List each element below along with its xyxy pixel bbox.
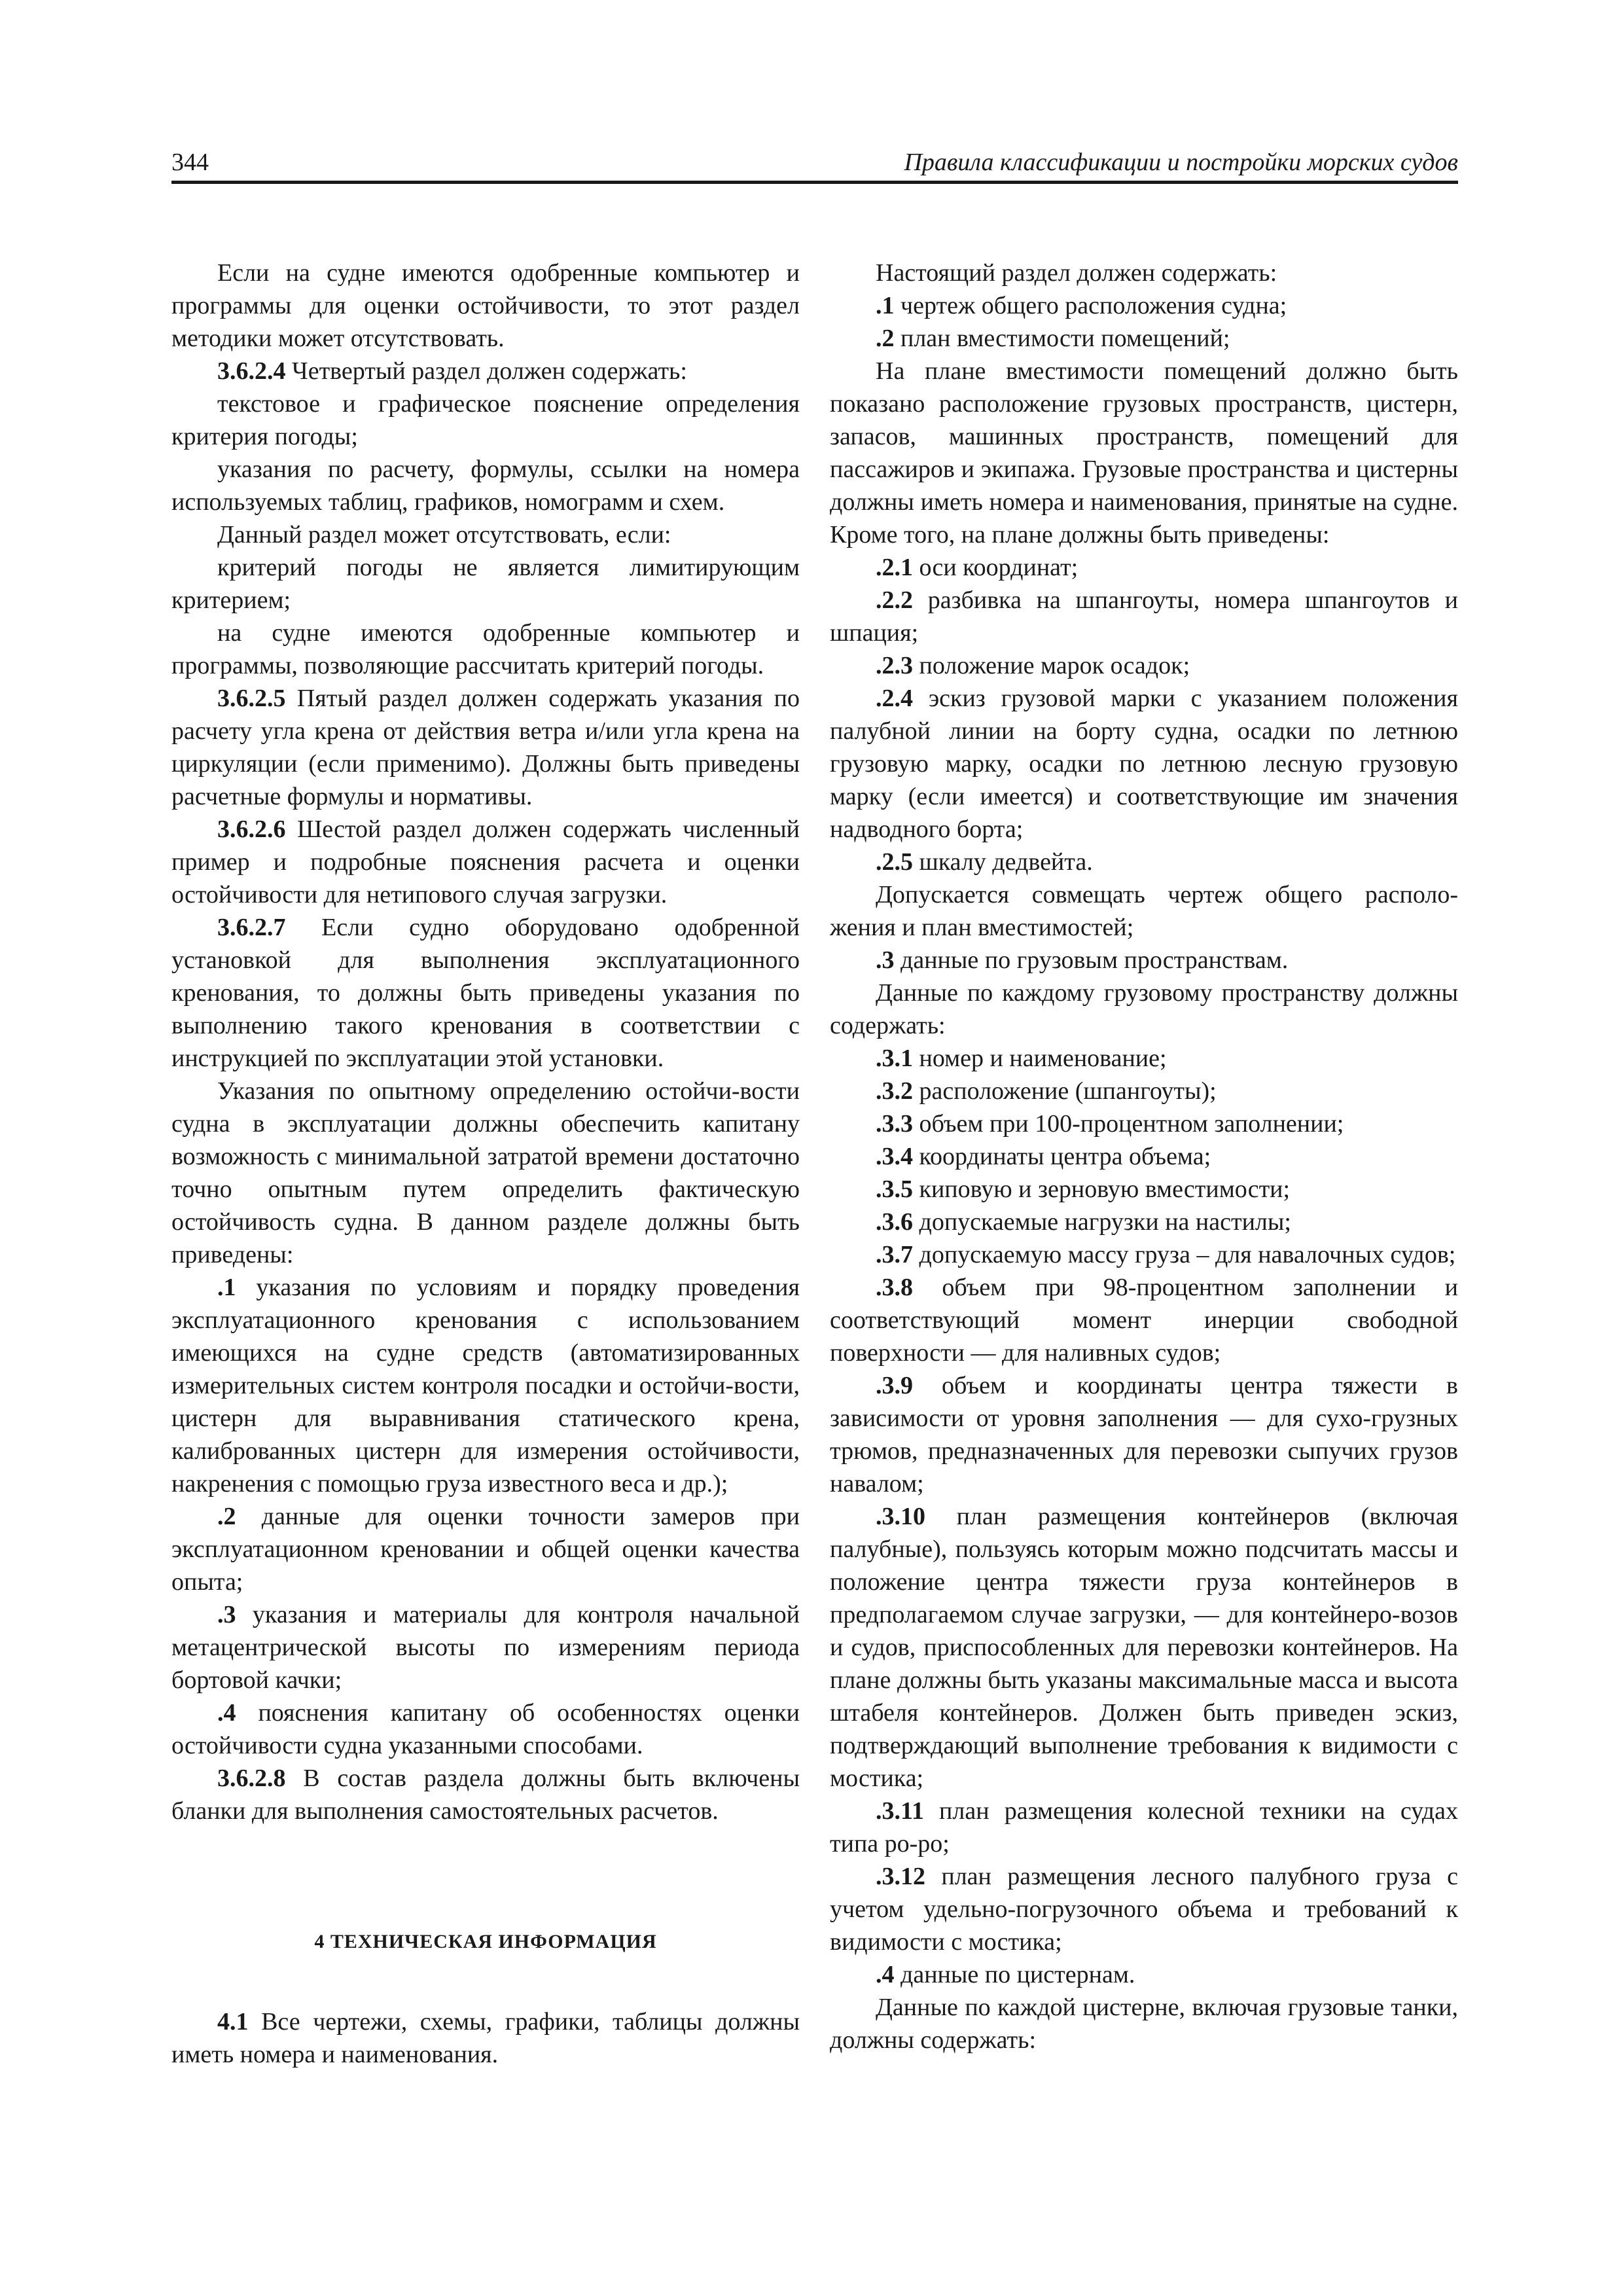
paragraph: 4.1 Все чертежи, схемы, графики, таблицы должны иметь номера и наименования. [171,2008,800,2068]
paragraph: .3.11 план размещения колесной техники на судах типа ро-ро; [830,1797,1458,1857]
paragraph: .2 план вместимости помещений; [876,325,1230,352]
paragraph: .2.1 оси координат; [876,554,1079,581]
paragraph: .3.1 номер и наименование; [876,1045,1167,1072]
left-column [171,257,800,2071]
paragraph: .3.5 киповую и зерновую вместимости; [876,1175,1291,1203]
paragraph: на судне имеются одобренные компьютер и программы, позволяющие рассчитать критерий погоды. [171,619,800,679]
paragraph: .3.3 объем при 100-процентном заполнении; [876,1110,1344,1138]
paragraph: .4 пояснения капитану об особенностях оценки остойчивости судна указанными способами. [171,1699,800,1759]
paragraph: 3.6.2.4 Четвертый раздел должен содержать: [217,357,687,385]
paragraph: Данный раздел может отсутствовать, если: [217,521,671,548]
paragraph: .3.7 допускаемую массу груза – для навалочных судов; [876,1241,1456,1268]
paragraph: Если на судне имеются одобренные компьютер и программы для оценки остойчивости, то этот раздел методики может отсутствовать. [171,259,800,352]
paragraph: текстовое и графическое пояснение определения критерия погоды; [171,390,800,450]
section-spacer [171,1958,800,2005]
page-header [171,143,1458,184]
paragraph: .2.3 положение марок осадок; [876,652,1190,679]
paragraph: .3 указания и материалы для контроля начальной метацентрической высоты по измерениям периода бортовой качки; [171,1601,800,1694]
paragraph: Допускается совмещать чертеж общего располо-жения и план вместимостей; [830,881,1458,941]
paragraph: .2.4 эскиз грузовой марки с указанием положения палубной линии на борту судна, осадки по летнюю грузовую марку, осадки по летнюю лесную грузовую марку (если имеется) и соответствующие им значения надводного борта; [830,685,1458,843]
page-number: 344 [171,149,209,176]
paragraph: .3.9 объем и координаты центра тяжести в зависимости от уровня заполнения — для сухо-грузных трюмов, предназначенных для перевозки сыпучих грузов навалом; [830,1372,1458,1498]
paragraph: .3.8 объем при 98-процентном заполнении и соответствующий момент инерции свободной поверхности — для наливных судов; [830,1274,1458,1367]
paragraph: .4 данные по цистернам. [876,1961,1135,1988]
paragraph: Данные по каждой цистерне, включая грузовые танки, должны содержать: [830,1994,1458,2054]
paragraph: 3.6.2.5 Пятый раздел должен содержать указания по расчету угла крена от действия ветра и/или угла крена на циркуляции (если применимо). Должны быть приведены расчетные формулы и нормативы. [171,685,800,810]
paragraph: .3.10 план размещения контейнеров (включая палубные), пользуясь которым можно подсчитать массы и положение центра тяжести груза контейнеров в предполагаемом случае загрузки, — для контейнеро-возов и судов, приспособленных для перевозки контейнеров. На плане должны быть указаны максимальные масса и высота штабеля контейнеров. Должен быть приведен эскиз, подтверждающий выполнение требования к видимости с мостика; [830,1503,1458,1792]
paragraph: .2 данные для оценки точности замеров при эксплуатационном креновании и общей оценки качества опыта; [171,1503,800,1596]
paragraph: 3.6.2.8 В состав раздела должны быть включены бланки для выполнения самостоятельных расчетов. [171,1765,800,1825]
paragraph: Указания по опытному определению остойчи-вости судна в эксплуатации должны обеспечить капитану возможность с минимальной затратой времени достаточно точно опытным путем определить фактическую остойчивость судна. В данном разделе должны быть приведены: [171,1077,800,1268]
paragraph: Настоящий раздел должен содержать: [876,259,1277,287]
paragraph: Данные по каждому грузовому пространству должны содержать: [830,979,1458,1039]
paragraph: 3.6.2.6 Шестой раздел должен содержать численный пример и подробные пояснения расчета и оценки остойчивости для нетипового случая загрузки. [171,816,800,908]
paragraph: На плане вместимости помещений должно быть показано расположение грузовых пространств, цистерн, запасов, машинных пространств, помещений для пассажиров и экипажа. Грузовые пространства и цистерны должны иметь номера и наименования, принятые на судне. Кроме того, на плане должны быть приведены: [830,357,1458,548]
paragraph: .1 указания по условиям и порядку проведения эксплуатационного кренования с использованием имеющихся на судне средств (автоматизированных измерительных систем контроля посадки и остойчи-вости, цистерн для выравнивания статического крена, калиброванных цистерн для измерения остойчивости, накренения с помощью груза известного веса и др.); [171,1274,800,1498]
section-heading: 4 ТЕХНИЧЕСКАЯ ИНФОРМАЦИЯ [314,1931,657,1952]
paragraph: .2.2 разбивка на шпангоуты, номера шпангоутов и шпация; [830,586,1458,647]
paragraph: .3.12 план размещения лесного палубного груза с учетом удельно-погрузочного объема и требований к видимости с мостика; [830,1863,1458,1956]
paragraph: .1 чертеж общего расположения судна; [876,292,1287,319]
paragraph: .3.4 координаты центра объема; [876,1143,1211,1170]
paragraph: 3.6.2.7 Если судно оборудовано одобренной установкой для выполнения эксплуатационного кренования, то должны быть приведены указания по выполнению такого кренования в соответствии с инструкцией по эксплуатации этой установки. [171,914,800,1072]
paragraph: .2.5 шкалу дедвейта. [876,848,1093,876]
paragraph: .3 данные по грузовым пространствам. [876,946,1289,974]
paragraph: .3.2 расположение (шпангоуты); [876,1077,1217,1105]
running-title: Правила классификации и постройки морских судов [904,149,1458,176]
section-spacer [171,1827,800,1926]
right-column [830,257,1458,2056]
paragraph: указания по расчету, формулы, ссылки на номера используемых таблиц, графиков, номограмм и схем. [171,456,800,516]
paragraph: критерий погоды не является лимитирующим критерием; [171,554,800,614]
paragraph: .3.6 допускаемые нагрузки на настилы; [876,1208,1291,1236]
